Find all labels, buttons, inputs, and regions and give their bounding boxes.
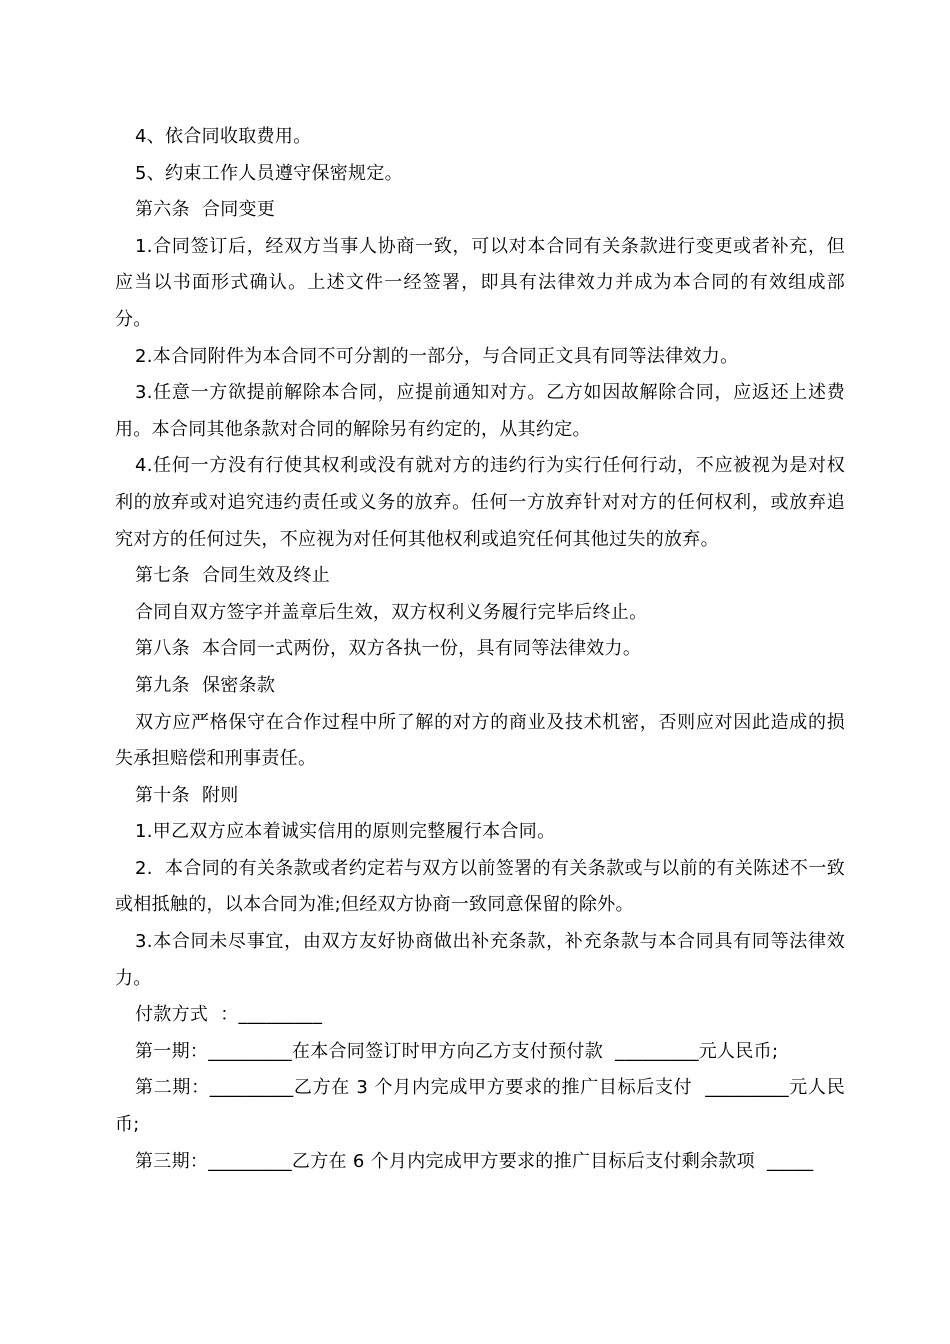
article-10-item-3: 3.本合同未尽事宜，由双方友好协商做出补充条款，补充条款与本合同具有同等法律效力。 — [115, 931, 845, 989]
article-9-text: 双方应严格保守在合作过程中所了解的对方的商业及技术机密，否则应对因此造成的损失承担赔偿和刑事责任。 — [115, 711, 845, 770]
article-7-heading: 第七条 合同生效及终止 — [135, 565, 331, 587]
clause-item-5: 5、约束工作人员遵守保密规定。 — [135, 162, 403, 184]
article-10-item-1: 1.甲乙双方应本着诚实信用的原则完整履行本合同。 — [135, 821, 556, 843]
article-6-item-2: 2.本合同附件为本合同不可分割的一部分，与合同正文具有同等法律效力。 — [135, 345, 739, 367]
payment-method-line: 付款方式 ：_________ — [135, 1004, 323, 1026]
article-6-item-4: 4.任何一方没有行使其权利或没有就对方的违约行为实行任何行动，不应被视为是对权利的放弃或对追究违约责任或义务的放弃。任何一方放弃针对对方的任何权利，或放弃追究对方的任何过失，不应视为对任何其他权利或追究任何其他过失的放弃。 — [115, 455, 845, 550]
payment-phase-1: 第一期：_________在本合同签订时甲方向乙方支付预付款 _________元人民币; — [135, 1040, 779, 1062]
contract-body — [115, 119, 845, 1180]
article-6-item-1: 1.合同签订后，经双方当事人协商一致，可以对本合同有关条款进行变更或者补充，但应当以书面形式确认。上述文件一经签署，即具有法律效力并成为本合同的有效组成部分。 — [115, 235, 845, 330]
article-10-heading: 第十条 附则 — [135, 784, 239, 806]
payment-phase-2: 第二期：_________乙方在 3 个月内完成甲方要求的推广目标后支付 _________元人民币; — [115, 1077, 845, 1136]
article-8-text: 第八条 本合同一式两份，双方各执一份，具有同等法律效力。 — [135, 638, 642, 660]
article-6-heading: 第六条 合同变更 — [135, 199, 276, 221]
article-7-text: 合同自双方签字并盖章后生效，双方权利义务履行完毕后终止。 — [135, 601, 648, 623]
clause-item-4: 4、依合同收取费用。 — [135, 126, 312, 147]
article-6-item-3: 3.任意一方欲提前解除本合同，应提前通知对方。乙方如因故解除合同，应返还上述费用。本合同其他条款对合同的解除另有约定的，从其约定。 — [115, 382, 845, 440]
article-9-heading: 第九条 保密条款 — [135, 674, 276, 696]
article-10-item-2: 2. 本合同的有关条款或者约定若与双方以前签署的有关条款或与以前的有关陈述不一致或相抵触的，以本合同为准;但经双方协商一致同意保留的除外。 — [115, 857, 845, 916]
payment-phase-3: 第三期：_________乙方在 6 个月内完成甲方要求的推广目标后支付剩余款项 _____ — [135, 1150, 814, 1172]
